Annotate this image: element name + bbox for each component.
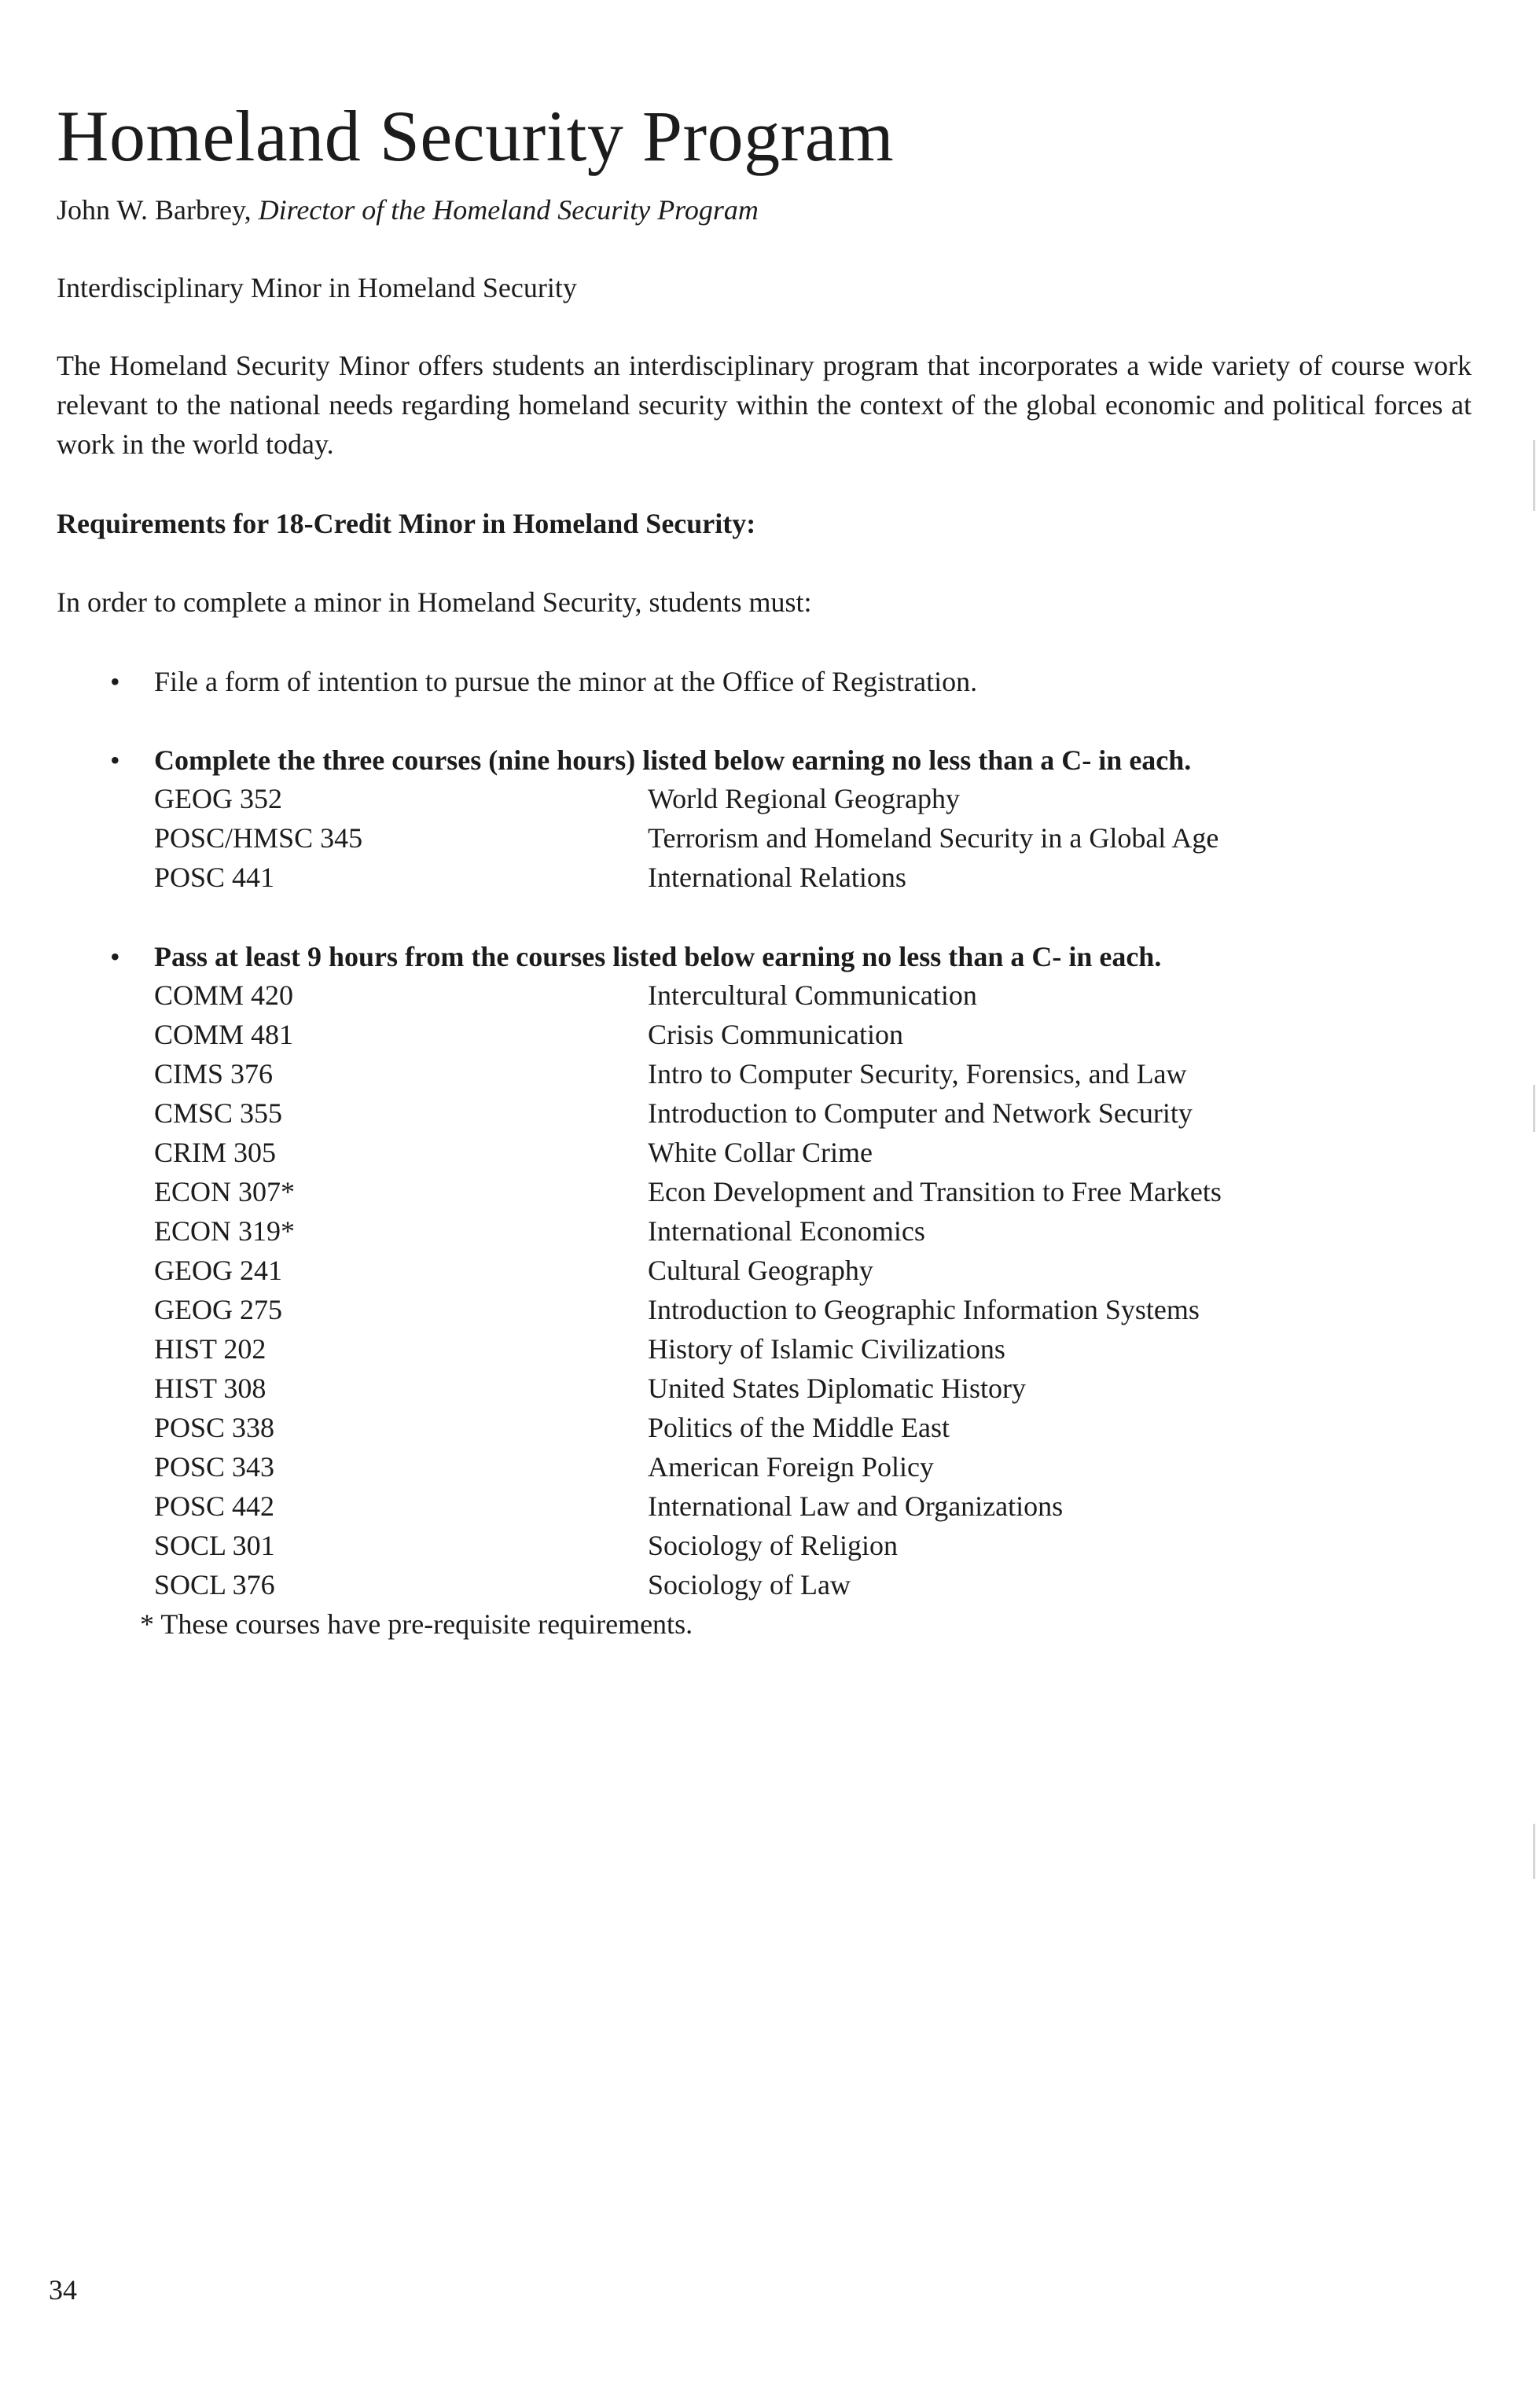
byline bbox=[57, 192, 759, 228]
page-number: 34 bbox=[49, 2274, 77, 2306]
course-code: GEOG 352 bbox=[154, 783, 282, 814]
course-name: Crisis Communication bbox=[648, 1019, 904, 1050]
course-code: ECON 319* bbox=[154, 1215, 295, 1247]
course-code: COMM 481 bbox=[154, 1019, 294, 1050]
course-code: HIST 202 bbox=[154, 1333, 266, 1365]
bullet-icon: • bbox=[110, 666, 120, 697]
course-code: POSC 338 bbox=[154, 1412, 275, 1443]
intro-paragraph: The Homeland Security Minor offers students an interdisciplinary program that incorporates a wide variety of course work relevant to the national needs regarding homeland security within the context of the global economic and political forces at work in the world today. bbox=[57, 350, 1472, 460]
course-name: Introduction to Geographic Information Systems bbox=[648, 1294, 1200, 1325]
course-code: POSC 343 bbox=[154, 1451, 275, 1483]
course-name: International Relations bbox=[648, 862, 906, 893]
course-name: Sociology of Religion bbox=[648, 1530, 898, 1561]
course-code: SOCL 376 bbox=[154, 1569, 275, 1600]
course-name: White Collar Crime bbox=[648, 1137, 873, 1168]
course-code: CIMS 376 bbox=[154, 1058, 274, 1090]
bullet-icon: • bbox=[110, 744, 120, 776]
section-subtitle: Interdisciplinary Minor in Homeland Security bbox=[57, 272, 577, 303]
course-name: Cultural Geography bbox=[648, 1255, 873, 1286]
course-name: World Regional Geography bbox=[648, 783, 961, 814]
scan-edge-mark bbox=[1533, 1085, 1535, 1132]
course-name: Sociology of Law bbox=[648, 1569, 851, 1600]
bullet-text: Complete the three courses (nine hours) listed below earning no less than a C- in each. bbox=[154, 744, 1192, 776]
course-name: International Economics bbox=[648, 1215, 925, 1247]
director-name: John W. Barbrey, bbox=[57, 194, 259, 226]
scan-edge-mark bbox=[1533, 1824, 1535, 1879]
bullet-text: Pass at least 9 hours from the courses listed below earning no less than a C- in each. bbox=[154, 941, 1162, 972]
course-name: Intro to Computer Security, Forensics, and Law bbox=[648, 1058, 1187, 1090]
course-name: International Law and Organizations bbox=[648, 1490, 1064, 1522]
scan-edge-mark bbox=[1533, 440, 1535, 511]
page-title: Homeland Security Program bbox=[57, 96, 895, 176]
footnote: * These courses have pre-requisite requirements. bbox=[140, 1608, 693, 1640]
course-code: COMM 420 bbox=[154, 979, 294, 1011]
course-code: POSC/HMSC 345 bbox=[154, 822, 363, 854]
course-name: Econ Development and Transition to Free Markets bbox=[648, 1176, 1222, 1207]
course-name: American Foreign Policy bbox=[648, 1451, 934, 1483]
requirements-heading: Requirements for 18-Credit Minor in Homeland Security: bbox=[57, 508, 756, 539]
course-name: History of Islamic Civilizations bbox=[648, 1333, 1005, 1365]
requirements-lead: In order to complete a minor in Homeland Security, students must: bbox=[57, 586, 812, 618]
course-code: ECON 307* bbox=[154, 1176, 295, 1207]
course-code: CRIM 305 bbox=[154, 1137, 277, 1168]
course-code: GEOG 275 bbox=[154, 1294, 282, 1325]
course-name: Politics of the Middle East bbox=[648, 1412, 950, 1443]
bullet-text: File a form of intention to pursue the minor at the Office of Registration. bbox=[154, 666, 978, 697]
course-name: United States Diplomatic History bbox=[648, 1373, 1026, 1404]
director-role: Director of the Homeland Security Program bbox=[258, 194, 759, 226]
course-name: Intercultural Communication bbox=[648, 979, 977, 1011]
course-name: Terrorism and Homeland Security in a Global Age bbox=[648, 822, 1219, 854]
course-code: POSC 441 bbox=[154, 862, 275, 893]
bullet-icon: • bbox=[110, 941, 120, 972]
course-code: GEOG 241 bbox=[154, 1255, 282, 1286]
course-name: Introduction to Computer and Network Security bbox=[648, 1097, 1193, 1129]
course-code: POSC 442 bbox=[154, 1490, 275, 1522]
course-code: HIST 308 bbox=[154, 1373, 266, 1404]
course-code: CMSC 355 bbox=[154, 1097, 283, 1129]
course-code: SOCL 301 bbox=[154, 1530, 275, 1561]
